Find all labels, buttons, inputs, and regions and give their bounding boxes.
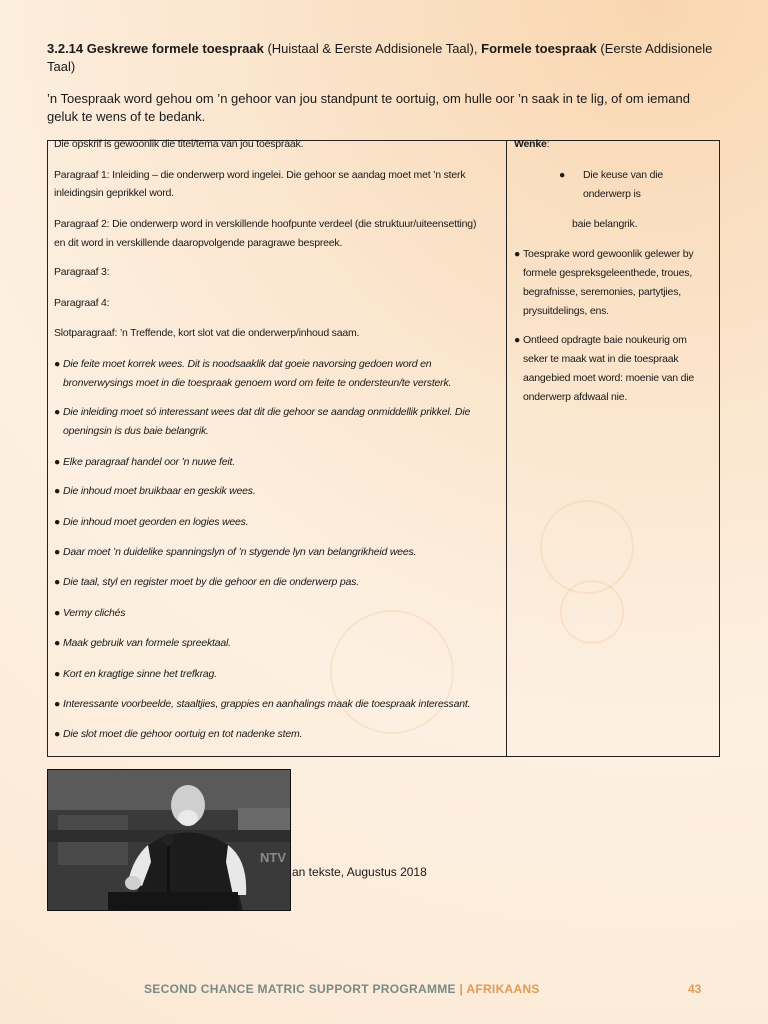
section-heading: [47, 40, 727, 76]
tip-text: aangebied moet word: moenie van die: [523, 372, 695, 384]
tips-title: [514, 135, 549, 154]
guideline-bullet: [54, 355, 451, 393]
guideline-bullet: [54, 665, 217, 684]
tip-text: baie belangrik.: [572, 218, 638, 230]
bullet-text: Die taal, styl en register moet by die gehoor en die onderwerp pas.: [63, 576, 359, 588]
bullet-icon: ●: [559, 169, 566, 181]
bullet-text: Maak gebruik van formele spreektaal.: [63, 637, 231, 649]
structure-line: Paragraaf 1: Inleiding – die onderwerp word ingelei. Die gehoor se aandag moet met ’n sterk: [54, 169, 466, 181]
bullet-icon: ●: [54, 456, 61, 468]
bullet-icon: ●: [514, 248, 521, 260]
tip-text: begrafnisse, seremonies, partytjies,: [523, 286, 681, 298]
bullet-text: Vermy clichés: [63, 607, 126, 619]
structure-line: inleidingsin geprikkel word.: [54, 187, 174, 199]
guideline-bullet: [54, 543, 416, 562]
tip-text: formele gespreksgeleenthede, troues,: [523, 267, 693, 279]
structure-line: Die opskrif is gewoonlik die titel/tema van jou toespraak.: [54, 138, 304, 150]
structure-line: Paragraaf 3:: [54, 266, 110, 278]
guideline-bullet: [54, 513, 248, 532]
structure-line: Paragraaf 4:: [54, 297, 110, 309]
tip-text: onderwerp afdwaal nie.: [523, 391, 628, 403]
heading-title-2: Formele toespraak: [481, 41, 597, 56]
tip-bullet: [559, 166, 663, 204]
heading-paren-2: (Eerste Addisionele Taal): [47, 41, 713, 74]
speech-guidelines-table: [47, 140, 720, 757]
bullet-icon: ●: [514, 334, 521, 346]
photo-watermark: NTV: [260, 850, 286, 865]
guideline-bullet: [54, 604, 125, 623]
tip-bullet: [514, 245, 693, 321]
bullet-icon: ●: [54, 698, 61, 710]
bullet-text: Die inleiding moet só interessant wees dat dit die gehoor se aandag onmiddellik prikkel. Die: [63, 406, 471, 418]
bullet-text: Kort en kragtige sinne het trefkrag.: [63, 668, 217, 680]
tip-bullet: [514, 331, 694, 407]
guideline-bullet: [54, 695, 470, 714]
bullet-icon: ●: [54, 485, 61, 497]
bullet-text: openingsin is dus baie belangrik.: [63, 425, 209, 437]
structure-line: Slotparagraaf: ’n Treffende, kort slot vat die onderwerp/inhoud saam.: [54, 327, 360, 339]
footer-programme: SECOND CHANCE MATRIC SUPPORT PROGRAMME: [144, 982, 456, 996]
intro-paragraph: ’n Toespraak word gehou om ’n gehoor van jou standpunt te oortuig, om hulle oor ’n saak in te lig, of om iemand geluk te wens of te bedank.: [47, 91, 690, 124]
footer-separator: |: [459, 982, 464, 996]
photo-caption: an tekste, Augustus 2018: [292, 865, 427, 879]
guideline-bullet: [54, 403, 470, 441]
bullet-text: bronverwysings moet in die toespraak genoem word om feite te ondersteun/te versterk.: [63, 377, 452, 389]
bullet-icon: ●: [54, 516, 61, 528]
tip-text: onderwerp is: [583, 188, 641, 200]
guideline-bullet: [54, 573, 359, 592]
page-number: 43: [688, 982, 702, 996]
structure-column: [48, 138, 507, 756]
section-number: 3.2.14: [47, 41, 84, 56]
bullet-icon: ●: [54, 607, 61, 619]
bullet-text: Daar moet ’n duidelike spanningslyn of ’n stygende lyn van belangrikheid wees.: [63, 546, 417, 558]
tips-title-suffix: :: [546, 138, 550, 150]
bullet-text: Interessante voorbeelde, staaltjies, grappies en aanhalings maak die toespraak interessant.: [63, 698, 471, 710]
bullet-icon: ●: [54, 668, 61, 680]
tip-text: prysuitdelings, ens.: [523, 305, 609, 317]
bullet-text: Die slot moet die gehoor oortuig en tot nadenke stem.: [63, 728, 303, 740]
tips-title-text: Wenke: [514, 138, 547, 150]
tip-text: Toesprake word gewoonlik gelewer by: [523, 248, 694, 260]
speaker-photo: [47, 769, 291, 911]
bullet-text: Die inhoud moet bruikbaar en geskik wees.: [63, 485, 256, 497]
bullet-text: Die feite moet korrek wees. Dit is noodsaaklik dat goeie navorsing gedoen word en: [63, 358, 432, 370]
guideline-bullet: [54, 482, 256, 501]
bullet-icon: ●: [54, 406, 61, 418]
guideline-bullet: [54, 453, 235, 472]
page-footer: [144, 982, 540, 996]
guideline-bullet: [54, 725, 302, 744]
guideline-bullet: [54, 634, 231, 653]
bullet-icon: ●: [54, 576, 61, 588]
tip-text: Ontleed opdragte baie noukeurig om: [523, 334, 687, 346]
footer-subject: AFRIKAANS: [466, 982, 540, 996]
heading-title-1: Geskrewe formele toespraak: [86, 41, 264, 56]
bullet-icon: ●: [54, 546, 61, 558]
bullet-icon: ●: [54, 637, 61, 649]
bullet-text: Die inhoud moet georden en logies wees.: [63, 516, 249, 528]
bullet-icon: ●: [54, 728, 61, 740]
bullet-icon: ●: [54, 358, 61, 370]
tips-column: [507, 138, 719, 756]
speaker-photo-image: [48, 770, 291, 911]
tip-text: Die keuse van die: [583, 169, 664, 181]
tip-text: seker te maak wat in die toespraak: [523, 353, 679, 365]
structure-line: Paragraaf 2: Die onderwerp word in verskillende hoofpunte verdeel (die struktuur/uiteensetting): [54, 218, 477, 230]
bullet-text: Elke paragraaf handel oor ’n nuwe feit.: [63, 456, 235, 468]
heading-paren-1: (Huistaal & Eerste Addisionele Taal),: [267, 41, 478, 56]
structure-line: en dit word in verskillende daaropvolgende paragrawe bespreek.: [54, 237, 343, 249]
